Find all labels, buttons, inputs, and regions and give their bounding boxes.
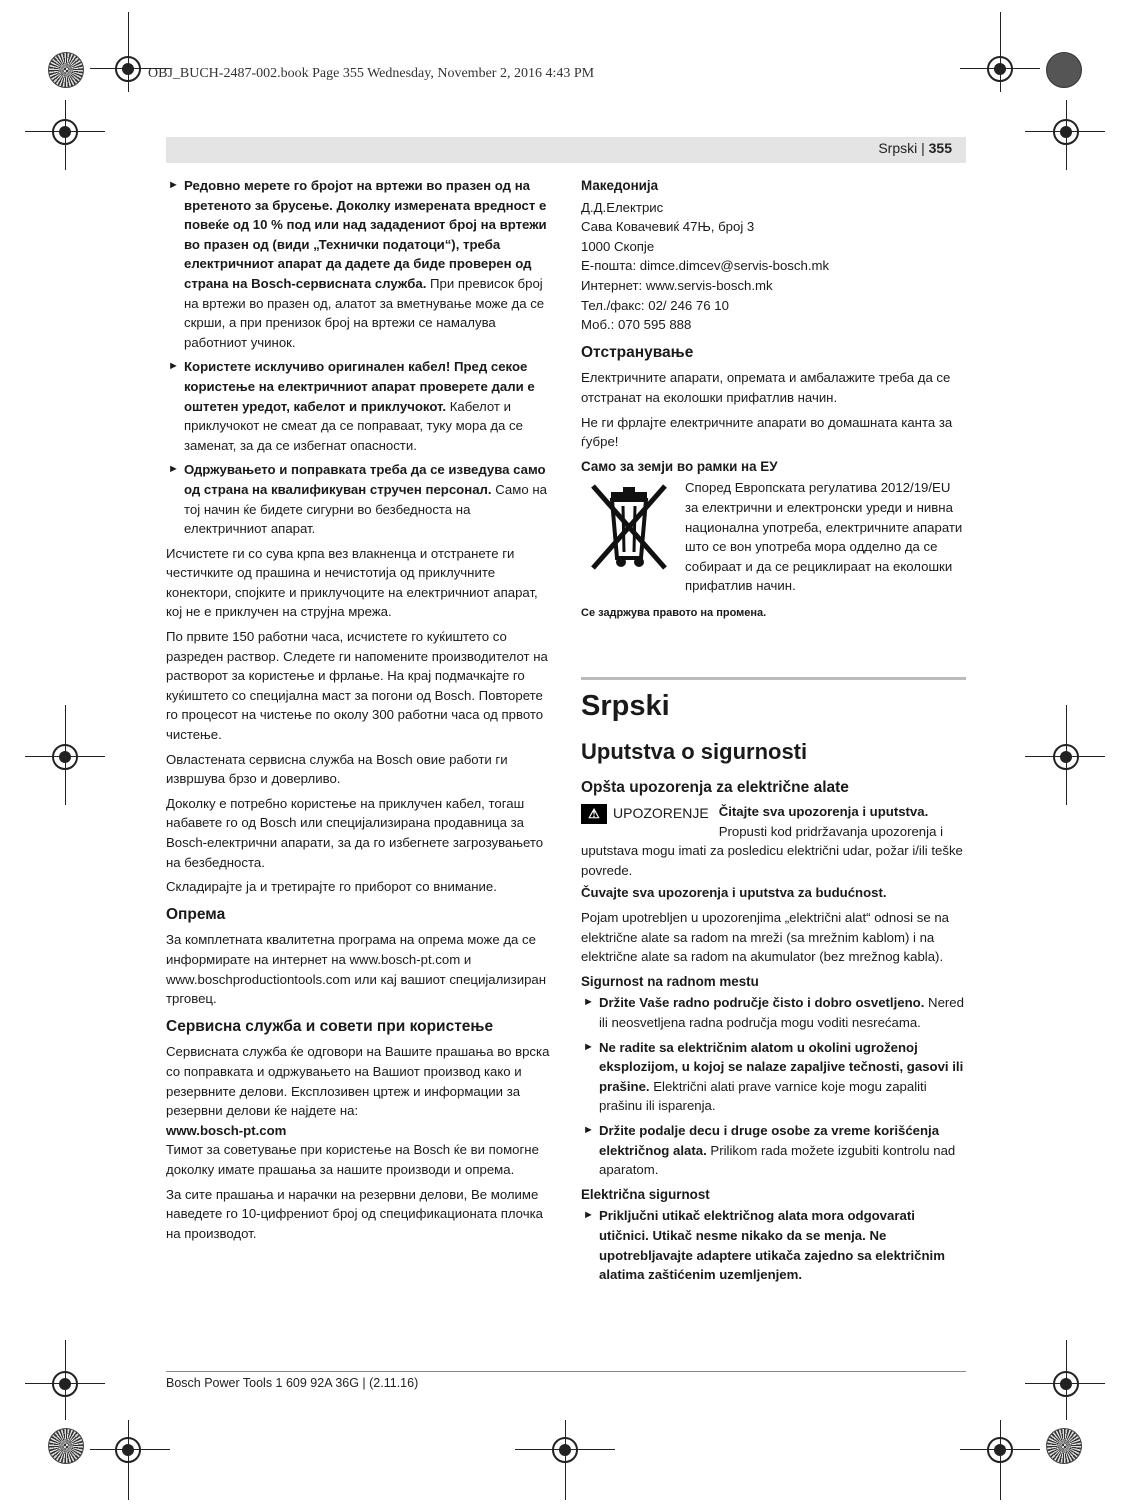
weee-block	[581, 478, 966, 596]
crossed-bin-icon	[581, 478, 677, 574]
address-block: Д.Д.Електрис Сава Ковачевиќ 47Њ, број 3 1000 Скопје Е-пошта: dimce.dimcev@servis-bosch.mk Интернет: www.servis-bosch.mk Тел./факс: 02/ 246 76 10 Моб.: 070 595 888	[581, 199, 830, 333]
paragraph: Според Европската регулатива 2012/19/EU за електрични и електронски уреди и нивна национална употреба, електричните апарати што се вон употреба мора одделно да се собираат и да се рециклираат на еколошки прифатлив начин.	[685, 480, 963, 594]
list-item: ► Priključni utikač električnog alata mora odgovarati utičnici. Utikač nesme nikako da se menja. Ne upotrebljavajte adaptere utikača zajedno sa električnim alatima zaštićenim uzemljenjem.	[583, 1208, 945, 1283]
paragraph: Складирајте ја и третирајте го приборот со внимание.	[166, 879, 497, 895]
footer-divider	[166, 1371, 966, 1372]
section-heading: Македонија	[581, 178, 659, 193]
list-item: ► Редовно мерете го бројот на вртежи во празен од на вретеното за брусење. Доколку измерената вредност е повеќе од 10 % под или над зададениот број на вртежи во празен од (види „Технички податоци“), треба електричниот апарат да дадете да биде проверен од страна на Bosch-сервисната служба. При превисок број на вртежи во празен од, алатот за вметнување може да се скрши, а при пренизок број на вртежи се намалува работниот учинок.	[168, 178, 547, 350]
warning-label: ⚠ UPOZORENJE	[581, 804, 709, 824]
divider	[581, 677, 966, 680]
print-info-line: OBJ_BUCH-2487-002.book Page 355 Wednesday, November 2, 2016 4:43 PM	[148, 66, 595, 81]
page-header: Srpski | 355	[166, 137, 966, 163]
section-heading: Сервисна служба и совети при користење	[166, 1017, 494, 1035]
paragraph: За сите прашања и нарачки на резервни делови, Ве молиме наведете го 10-цифрениот број од спецификационата плочка на производот.	[166, 1186, 543, 1241]
paragraph: Овластената сервисна служба на Bosch овие работи ги извршува брзо и доверливо.	[166, 751, 508, 787]
section-title: Uputstva o sigurnosti	[581, 739, 808, 765]
reserve-note: Се задржува правото на промена.	[581, 606, 767, 619]
service-link[interactable]: www.bosch-pt.com	[166, 1122, 287, 1138]
section-heading: Опрема	[166, 905, 226, 923]
page-number: 355	[928, 140, 952, 156]
list-item: ► Držite Vaše radno područje čisto i dobro osvetljeno. Nered ili neosvetljena radna područja mogu voditi nesrećama.	[583, 995, 964, 1030]
color-target-icon	[1046, 1428, 1082, 1464]
paragraph: Pojam upotrebljen u upozorenjima „električni alat“ odnosi se na električne alate sa radom na mreži (sa mrežnim kablom) i na električne alate sa radom na akumulator (bez mrežnog kabla).	[581, 910, 949, 965]
warning-triangle-icon: ⚠	[581, 804, 607, 824]
paragraph: Сервисната служба ќе одговори на Вашите прашања во врска со поправката и одржувањето на Вашиот производ како и резервните делови. Експлозивен цртеж и информации за резервни делови ќе најдете на:	[166, 1044, 550, 1119]
paragraph: Доколку е потребно користење на приклучен кабел, тогаш набавете го од Bosch или специјализирана продавница за Bosch-електрични апарати, за да го избегнете загрозувањето на безбедноста.	[166, 795, 544, 870]
paragraph: Тимот за советување при користење на Bosch ќе ви помогне доколку имате прашања за нашите производи и опрема.	[166, 1142, 539, 1177]
paragraph: Електричните апарати, опремата и амбалажите треба да се отстранат на еколошки прифатлив начин.	[581, 370, 951, 405]
section-heading: Само за земји во рамки на ЕУ	[581, 458, 778, 474]
color-target-icon	[48, 1428, 84, 1464]
paragraph: За комплетната квалитетна програма на опрема може да се информирате на интернет на www.bosch-pt.com и www.boschproductiontools.com или кај вашиот специјализиран трговец.	[166, 932, 547, 1007]
section-heading: Sigurnost na radnom mestu	[581, 973, 759, 989]
list-item: ► Držite podalje decu i druge osobe za vreme korišćenja električnog alata. Prilikom rada možete izgubiti kontrolu nad aparatom.	[583, 1122, 956, 1178]
paragraph: Čuvajte sva upozorenja i uputstva za budućnost.	[581, 885, 887, 901]
paragraph: Исчистете ги со сува крпа вез влакненца и отстранете ги честичките од прашина и нечистотија од приклучните конектори, спојките и приклучоците на електричниот апарат, кој не е приклучен на струјна мрежа.	[166, 545, 538, 620]
list-item: ► Користете исклучиво оригинален кабел! Пред секое користење на електричниот апарат проверете дали е оштетен уредот, кабелот и приклучокот. Кабелот и приклучокот не смеат да се поправаат, туку мора да се заменат, за да се избегнат опасности.	[168, 359, 535, 453]
chapter-title: Srpski	[581, 690, 670, 723]
section-heading: Отстранување	[581, 343, 694, 361]
header-section: Srpski	[878, 140, 918, 156]
list-item: ► Ne radite sa električnim alatom u okolini ugroženoj eksplozijom, u kojoj se nalaze zapaljive tečnosti, gasovi ili prašine. Električni alati prave varnice koje mogu zapaliti prašinu ili isparenja.	[583, 1039, 964, 1114]
paragraph: Не ги фрлајте електричните апарати во домашната канта за ѓубре!	[581, 414, 953, 450]
paragraph: По првите 150 работни часа, исчистете го куќиштето со разреден раствор. Следете ги напомените производителот на растворот за користење и фрлање. На крај подмачкајте го куќиштето со специјална маст за погони од Bosch. Повторете го процесот на чистење по околу 300 работни часа од првото чистење.	[166, 629, 548, 743]
list-item: ► Одржувањето и поправката треба да се изведува само од страна на квалификуван стручен персонал. Само на тој начин ќе бидете сигурни во безбедноста на електричниот апарат.	[168, 462, 547, 537]
left-column	[166, 176, 551, 1248]
right-column	[581, 176, 966, 1290]
warning-block: ⚠ UPOZORENJE Čitajte sva upozorenja i uputstva. Propusti kod pridržavanja upozorenja i uputstava mogu imati za posledicu električni udar, požar i/ili teške povrede.	[581, 804, 963, 878]
section-heading: Električna sigurnost	[581, 1186, 710, 1202]
color-target-icon	[48, 52, 84, 88]
color-target-icon	[1046, 52, 1082, 88]
section-heading: Opšta upozorenja za električne alate	[581, 779, 849, 797]
page-footer: Bosch Power Tools 1 609 92A 36G | (2.11.16)	[166, 1376, 419, 1390]
